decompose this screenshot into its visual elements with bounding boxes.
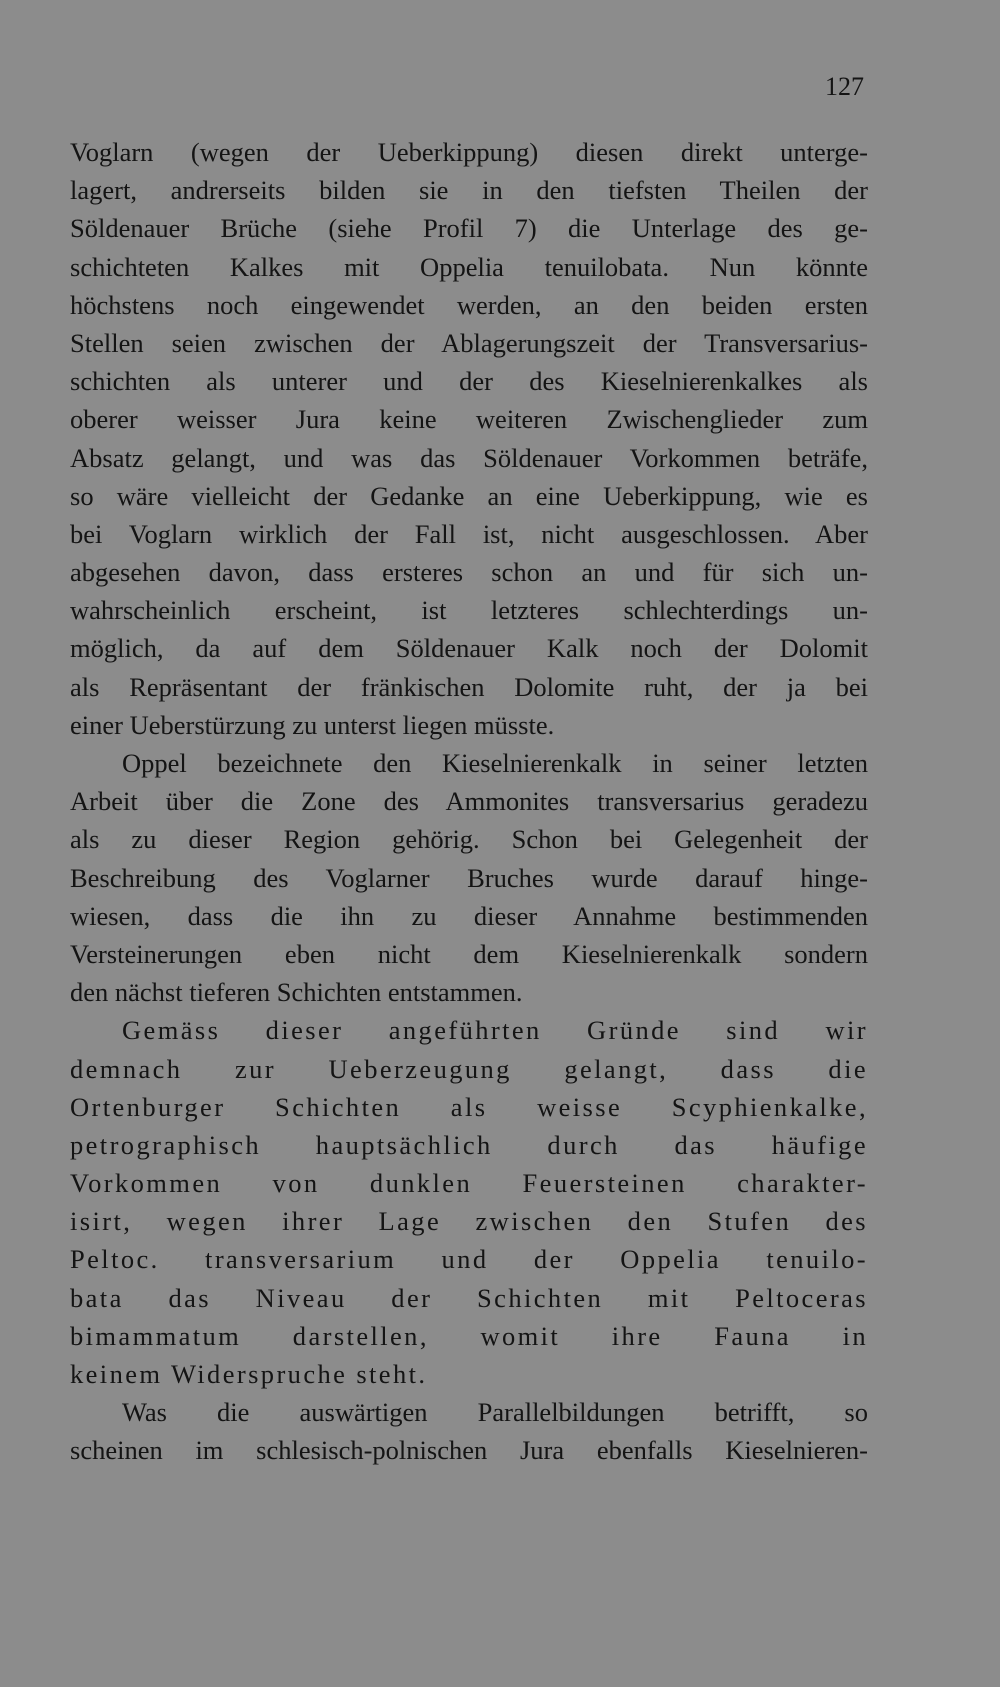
- text-line: Absatz gelangt, und was das Söldenauer Vorkommen beträfe,: [70, 442, 868, 473]
- text-line: den nächst tieferen Schichten entstammen.: [70, 977, 523, 1008]
- text-line: bei Voglarn wirklich der Fall ist, nicht ausgeschlossen. Aber: [70, 518, 868, 549]
- text-line: Versteinerungen eben nicht dem Kieselnierenkalk sondern: [70, 938, 868, 969]
- body-text: [70, 133, 868, 1470]
- text-line: als Repräsentant der fränkischen Dolomite ruht, der ja bei: [70, 671, 868, 702]
- text-line: petrographisch hauptsächlich durch das häufige: [70, 1129, 868, 1160]
- page-number: 127: [825, 72, 864, 101]
- text-line: demnach zur Ueberzeugung gelangt, dass die: [70, 1053, 868, 1084]
- text-line: so wäre vielleicht der Gedanke an eine Ueberkippung, wie es: [70, 480, 868, 511]
- text-line: Arbeit über die Zone des Ammonites transversarius geradezu: [70, 786, 868, 817]
- text-line: Söldenauer Brüche (siehe Profil 7) die Unterlage des ge-: [70, 213, 868, 244]
- text-line: keinem Widerspruche steht.: [70, 1359, 428, 1389]
- text-line: als zu dieser Region gehörig. Schon bei Gelegenheit der: [70, 824, 868, 855]
- text-line: isirt, wegen ihrer Lage zwischen den Stufen des: [70, 1206, 868, 1237]
- text-line: Stellen seien zwischen der Ablagerungszeit der Transversarius-: [70, 327, 868, 358]
- text-line: Voglarn (wegen der Ueberkippung) diesen direkt unterge-: [70, 137, 868, 167]
- text-line: Vorkommen von dunklen Feuersteinen charakter-: [70, 1168, 868, 1199]
- text-line: möglich, da auf dem Söldenauer Kalk noch der Dolomit: [70, 633, 868, 664]
- text-line: scheinen im schlesisch-polnischen Jura ebenfalls Kieselnieren-: [70, 1435, 868, 1466]
- text-line: bata das Niveau der Schichten mit Peltoceras: [70, 1282, 868, 1313]
- text-line: bimammatum darstellen, womit ihre Fauna in: [70, 1320, 868, 1351]
- text-line: Was die auswärtigen Parallelbildungen betrifft, so: [122, 1397, 868, 1428]
- text-line: wahrscheinlich erscheint, ist letzteres schlechterdings un-: [70, 595, 868, 626]
- text-line: Gemäss dieser angeführten Gründe sind wir: [122, 1015, 868, 1046]
- text-line: höchstens noch eingewendet werden, an den beiden ersten: [70, 289, 868, 320]
- text-line: Beschreibung des Voglarner Bruches wurde darauf hinge-: [70, 862, 868, 893]
- text-line: Peltoc. transversarium und der Oppelia tenuilo-: [70, 1244, 868, 1275]
- text-line: schichteten Kalkes mit Oppelia tenuilobata. Nun könnte: [70, 251, 868, 282]
- text-line: Oppel bezeichnete den Kieselnierenkalk in seiner letzten: [122, 748, 868, 778]
- text-line: lagert, andrerseits bilden sie in den tiefsten Theilen der: [70, 175, 868, 206]
- text-line: abgesehen davon, dass ersteres schon an und für sich un-: [70, 557, 868, 588]
- text-line: schichten als unterer und der des Kieselnierenkalkes als: [70, 366, 868, 397]
- text-line: wiesen, dass die ihn zu dieser Annahme bestimmenden: [70, 900, 868, 931]
- text-line: Ortenburger Schichten als weisse Scyphienkalke,: [70, 1091, 868, 1122]
- text-line: einer Ueberstürzung zu unterst liegen müsste.: [70, 709, 555, 740]
- text-line: oberer weisser Jura keine weiteren Zwischenglieder zum: [70, 404, 868, 435]
